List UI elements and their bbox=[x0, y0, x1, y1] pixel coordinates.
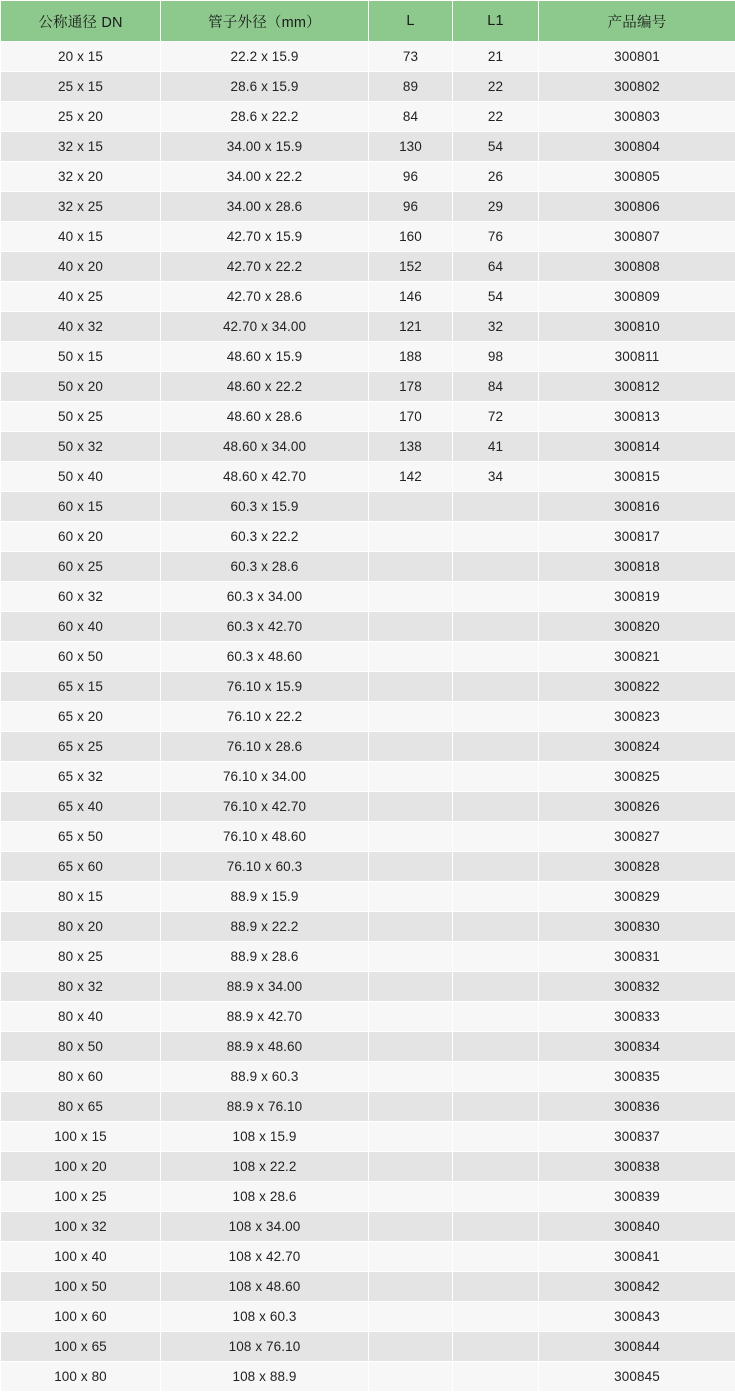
table-row bbox=[1, 642, 735, 672]
table-row bbox=[1, 1362, 735, 1392]
cell-product-code: 300831 bbox=[539, 942, 735, 972]
cell-product-code: 300810 bbox=[539, 312, 735, 342]
cell-l1 bbox=[453, 492, 539, 522]
cell-nominal-diameter: 40 x 15 bbox=[1, 222, 161, 252]
cell-nominal-diameter: 80 x 65 bbox=[1, 1092, 161, 1122]
cell-l: 188 bbox=[369, 342, 453, 372]
table-row bbox=[1, 432, 735, 462]
cell-l1 bbox=[453, 612, 539, 642]
cell-product-code: 300832 bbox=[539, 972, 735, 1002]
cell-product-code: 300845 bbox=[539, 1362, 735, 1392]
cell-l bbox=[369, 732, 453, 762]
cell-l bbox=[369, 1362, 453, 1392]
cell-product-code: 300805 bbox=[539, 162, 735, 192]
cell-nominal-diameter: 40 x 20 bbox=[1, 252, 161, 282]
cell-l1: 64 bbox=[453, 252, 539, 282]
cell-l bbox=[369, 972, 453, 1002]
cell-product-code: 300822 bbox=[539, 672, 735, 702]
cell-l bbox=[369, 582, 453, 612]
cell-nominal-diameter: 80 x 50 bbox=[1, 1032, 161, 1062]
table-row bbox=[1, 252, 735, 282]
cell-nominal-diameter: 32 x 20 bbox=[1, 162, 161, 192]
table-row bbox=[1, 1002, 735, 1032]
column-header-l1: L1 bbox=[453, 1, 539, 42]
cell-nominal-diameter: 80 x 32 bbox=[1, 972, 161, 1002]
table-row bbox=[1, 1332, 735, 1362]
cell-l1: 32 bbox=[453, 312, 539, 342]
cell-l: 160 bbox=[369, 222, 453, 252]
cell-l: 84 bbox=[369, 102, 453, 132]
cell-pipe-outer-diameter: 108 x 76.10 bbox=[161, 1332, 369, 1362]
cell-product-code: 300844 bbox=[539, 1332, 735, 1362]
cell-product-code: 300806 bbox=[539, 192, 735, 222]
table-row bbox=[1, 372, 735, 402]
cell-pipe-outer-diameter: 88.9 x 42.70 bbox=[161, 1002, 369, 1032]
table-row bbox=[1, 312, 735, 342]
cell-pipe-outer-diameter: 42.70 x 22.2 bbox=[161, 252, 369, 282]
table-row bbox=[1, 462, 735, 492]
cell-l1 bbox=[453, 672, 539, 702]
cell-nominal-diameter: 100 x 65 bbox=[1, 1332, 161, 1362]
cell-l bbox=[369, 1182, 453, 1212]
cell-pipe-outer-diameter: 76.10 x 48.60 bbox=[161, 822, 369, 852]
table-row bbox=[1, 1182, 735, 1212]
cell-pipe-outer-diameter: 76.10 x 22.2 bbox=[161, 702, 369, 732]
cell-pipe-outer-diameter: 88.9 x 76.10 bbox=[161, 1092, 369, 1122]
cell-nominal-diameter: 60 x 50 bbox=[1, 642, 161, 672]
cell-pipe-outer-diameter: 88.9 x 28.6 bbox=[161, 942, 369, 972]
table-row bbox=[1, 672, 735, 702]
cell-l bbox=[369, 1332, 453, 1362]
cell-pipe-outer-diameter: 48.60 x 42.70 bbox=[161, 462, 369, 492]
table-row bbox=[1, 132, 735, 162]
cell-l1 bbox=[453, 912, 539, 942]
cell-l: 96 bbox=[369, 192, 453, 222]
cell-l1 bbox=[453, 852, 539, 882]
cell-pipe-outer-diameter: 48.60 x 15.9 bbox=[161, 342, 369, 372]
table-row bbox=[1, 1092, 735, 1122]
cell-nominal-diameter: 32 x 15 bbox=[1, 132, 161, 162]
table-row bbox=[1, 972, 735, 1002]
cell-l bbox=[369, 792, 453, 822]
cell-product-code: 300816 bbox=[539, 492, 735, 522]
table-row bbox=[1, 72, 735, 102]
cell-pipe-outer-diameter: 88.9 x 48.60 bbox=[161, 1032, 369, 1062]
cell-nominal-diameter: 25 x 15 bbox=[1, 72, 161, 102]
cell-l bbox=[369, 822, 453, 852]
cell-l1 bbox=[453, 882, 539, 912]
cell-pipe-outer-diameter: 42.70 x 28.6 bbox=[161, 282, 369, 312]
cell-l bbox=[369, 1302, 453, 1332]
cell-product-code: 300804 bbox=[539, 132, 735, 162]
cell-nominal-diameter: 100 x 40 bbox=[1, 1242, 161, 1272]
cell-l1 bbox=[453, 972, 539, 1002]
cell-nominal-diameter: 80 x 40 bbox=[1, 1002, 161, 1032]
cell-l1: 54 bbox=[453, 132, 539, 162]
cell-l1 bbox=[453, 1182, 539, 1212]
cell-product-code: 300825 bbox=[539, 762, 735, 792]
cell-l1 bbox=[453, 1302, 539, 1332]
cell-l1: 21 bbox=[453, 42, 539, 72]
cell-l bbox=[369, 702, 453, 732]
cell-nominal-diameter: 65 x 40 bbox=[1, 792, 161, 822]
cell-nominal-diameter: 50 x 32 bbox=[1, 432, 161, 462]
cell-l bbox=[369, 852, 453, 882]
cell-product-code: 300817 bbox=[539, 522, 735, 552]
cell-nominal-diameter: 100 x 25 bbox=[1, 1182, 161, 1212]
column-header-nominal-diameter: 公称通径 DN bbox=[1, 1, 161, 42]
cell-l bbox=[369, 1062, 453, 1092]
cell-pipe-outer-diameter: 48.60 x 34.00 bbox=[161, 432, 369, 462]
cell-product-code: 300818 bbox=[539, 552, 735, 582]
table-row bbox=[1, 1272, 735, 1302]
cell-product-code: 300841 bbox=[539, 1242, 735, 1272]
table-row bbox=[1, 732, 735, 762]
cell-product-code: 300801 bbox=[539, 42, 735, 72]
cell-l: 142 bbox=[369, 462, 453, 492]
cell-pipe-outer-diameter: 88.9 x 34.00 bbox=[161, 972, 369, 1002]
cell-l: 73 bbox=[369, 42, 453, 72]
table-row bbox=[1, 852, 735, 882]
cell-l1: 29 bbox=[453, 192, 539, 222]
cell-l1 bbox=[453, 762, 539, 792]
cell-l bbox=[369, 492, 453, 522]
table-row bbox=[1, 552, 735, 582]
cell-product-code: 300838 bbox=[539, 1152, 735, 1182]
cell-l bbox=[369, 1122, 453, 1152]
cell-product-code: 300840 bbox=[539, 1212, 735, 1242]
cell-product-code: 300843 bbox=[539, 1302, 735, 1332]
cell-nominal-diameter: 80 x 20 bbox=[1, 912, 161, 942]
cell-l1 bbox=[453, 792, 539, 822]
cell-product-code: 300821 bbox=[539, 642, 735, 672]
column-header-l: L bbox=[369, 1, 453, 42]
cell-l bbox=[369, 882, 453, 912]
table-row bbox=[1, 1152, 735, 1182]
cell-nominal-diameter: 65 x 20 bbox=[1, 702, 161, 732]
cell-product-code: 300815 bbox=[539, 462, 735, 492]
cell-l1 bbox=[453, 1122, 539, 1152]
table-row bbox=[1, 1302, 735, 1332]
cell-product-code: 300839 bbox=[539, 1182, 735, 1212]
cell-product-code: 300828 bbox=[539, 852, 735, 882]
cell-nominal-diameter: 25 x 20 bbox=[1, 102, 161, 132]
cell-pipe-outer-diameter: 88.9 x 15.9 bbox=[161, 882, 369, 912]
cell-product-code: 300819 bbox=[539, 582, 735, 612]
cell-pipe-outer-diameter: 48.60 x 22.2 bbox=[161, 372, 369, 402]
cell-l1: 84 bbox=[453, 372, 539, 402]
cell-pipe-outer-diameter: 76.10 x 15.9 bbox=[161, 672, 369, 702]
table-body bbox=[1, 42, 735, 1392]
cell-pipe-outer-diameter: 76.10 x 34.00 bbox=[161, 762, 369, 792]
cell-pipe-outer-diameter: 60.3 x 48.60 bbox=[161, 642, 369, 672]
cell-nominal-diameter: 50 x 25 bbox=[1, 402, 161, 432]
cell-product-code: 300808 bbox=[539, 252, 735, 282]
cell-nominal-diameter: 50 x 40 bbox=[1, 462, 161, 492]
cell-l1: 76 bbox=[453, 222, 539, 252]
cell-pipe-outer-diameter: 34.00 x 28.6 bbox=[161, 192, 369, 222]
cell-pipe-outer-diameter: 28.6 x 15.9 bbox=[161, 72, 369, 102]
table-row bbox=[1, 522, 735, 552]
cell-l bbox=[369, 1092, 453, 1122]
table-row bbox=[1, 1032, 735, 1062]
cell-product-code: 300824 bbox=[539, 732, 735, 762]
cell-pipe-outer-diameter: 108 x 48.60 bbox=[161, 1272, 369, 1302]
cell-nominal-diameter: 100 x 50 bbox=[1, 1272, 161, 1302]
cell-nominal-diameter: 100 x 32 bbox=[1, 1212, 161, 1242]
cell-l1: 72 bbox=[453, 402, 539, 432]
table-row bbox=[1, 912, 735, 942]
cell-nominal-diameter: 40 x 25 bbox=[1, 282, 161, 312]
cell-nominal-diameter: 100 x 20 bbox=[1, 1152, 161, 1182]
cell-pipe-outer-diameter: 42.70 x 15.9 bbox=[161, 222, 369, 252]
cell-l1 bbox=[453, 732, 539, 762]
cell-l1: 34 bbox=[453, 462, 539, 492]
cell-l: 121 bbox=[369, 312, 453, 342]
column-header-product-code: 产品编号 bbox=[539, 1, 735, 42]
table-row bbox=[1, 492, 735, 522]
cell-nominal-diameter: 60 x 32 bbox=[1, 582, 161, 612]
cell-pipe-outer-diameter: 76.10 x 60.3 bbox=[161, 852, 369, 882]
cell-l: 146 bbox=[369, 282, 453, 312]
cell-l1 bbox=[453, 1362, 539, 1392]
cell-pipe-outer-diameter: 76.10 x 28.6 bbox=[161, 732, 369, 762]
table-row bbox=[1, 402, 735, 432]
cell-nominal-diameter: 100 x 80 bbox=[1, 1362, 161, 1392]
cell-pipe-outer-diameter: 108 x 42.70 bbox=[161, 1242, 369, 1272]
cell-l1 bbox=[453, 1242, 539, 1272]
cell-pipe-outer-diameter: 42.70 x 34.00 bbox=[161, 312, 369, 342]
table-row bbox=[1, 162, 735, 192]
cell-nominal-diameter: 60 x 15 bbox=[1, 492, 161, 522]
cell-nominal-diameter: 60 x 20 bbox=[1, 522, 161, 552]
cell-product-code: 300820 bbox=[539, 612, 735, 642]
cell-l: 130 bbox=[369, 132, 453, 162]
cell-nominal-diameter: 65 x 25 bbox=[1, 732, 161, 762]
table-row bbox=[1, 762, 735, 792]
cell-nominal-diameter: 50 x 20 bbox=[1, 372, 161, 402]
cell-product-code: 300807 bbox=[539, 222, 735, 252]
cell-nominal-diameter: 65 x 32 bbox=[1, 762, 161, 792]
cell-pipe-outer-diameter: 60.3 x 15.9 bbox=[161, 492, 369, 522]
cell-l1: 54 bbox=[453, 282, 539, 312]
cell-nominal-diameter: 80 x 15 bbox=[1, 882, 161, 912]
table-row bbox=[1, 342, 735, 372]
table-row bbox=[1, 1212, 735, 1242]
cell-nominal-diameter: 65 x 15 bbox=[1, 672, 161, 702]
cell-l1 bbox=[453, 1332, 539, 1362]
cell-pipe-outer-diameter: 108 x 60.3 bbox=[161, 1302, 369, 1332]
cell-l1 bbox=[453, 702, 539, 732]
cell-pipe-outer-diameter: 108 x 22.2 bbox=[161, 1152, 369, 1182]
cell-l1 bbox=[453, 582, 539, 612]
cell-pipe-outer-diameter: 60.3 x 34.00 bbox=[161, 582, 369, 612]
cell-l1 bbox=[453, 822, 539, 852]
cell-l: 89 bbox=[369, 72, 453, 102]
cell-product-code: 300829 bbox=[539, 882, 735, 912]
table-row bbox=[1, 582, 735, 612]
cell-product-code: 300833 bbox=[539, 1002, 735, 1032]
cell-l1 bbox=[453, 1272, 539, 1302]
cell-l bbox=[369, 1212, 453, 1242]
cell-product-code: 300835 bbox=[539, 1062, 735, 1092]
cell-l1 bbox=[453, 942, 539, 972]
cell-l1: 98 bbox=[453, 342, 539, 372]
cell-l bbox=[369, 762, 453, 792]
cell-l bbox=[369, 1032, 453, 1062]
cell-l1 bbox=[453, 1062, 539, 1092]
cell-product-code: 300836 bbox=[539, 1092, 735, 1122]
cell-l: 178 bbox=[369, 372, 453, 402]
cell-l: 96 bbox=[369, 162, 453, 192]
cell-l bbox=[369, 1272, 453, 1302]
cell-pipe-outer-diameter: 108 x 15.9 bbox=[161, 1122, 369, 1152]
cell-product-code: 300823 bbox=[539, 702, 735, 732]
table-row bbox=[1, 192, 735, 222]
cell-l: 170 bbox=[369, 402, 453, 432]
cell-pipe-outer-diameter: 60.3 x 22.2 bbox=[161, 522, 369, 552]
cell-nominal-diameter: 60 x 25 bbox=[1, 552, 161, 582]
cell-nominal-diameter: 60 x 40 bbox=[1, 612, 161, 642]
cell-pipe-outer-diameter: 48.60 x 28.6 bbox=[161, 402, 369, 432]
table-row bbox=[1, 282, 735, 312]
cell-l1 bbox=[453, 1032, 539, 1062]
cell-l bbox=[369, 672, 453, 702]
table-header bbox=[1, 1, 735, 42]
table-row bbox=[1, 612, 735, 642]
cell-product-code: 300827 bbox=[539, 822, 735, 852]
cell-nominal-diameter: 20 x 15 bbox=[1, 42, 161, 72]
table-row bbox=[1, 882, 735, 912]
column-header-pipe-outer-diameter: 管子外径（mm） bbox=[161, 1, 369, 42]
table-row bbox=[1, 222, 735, 252]
cell-pipe-outer-diameter: 34.00 x 22.2 bbox=[161, 162, 369, 192]
cell-product-code: 300830 bbox=[539, 912, 735, 942]
cell-nominal-diameter: 80 x 25 bbox=[1, 942, 161, 972]
cell-l bbox=[369, 942, 453, 972]
cell-nominal-diameter: 65 x 60 bbox=[1, 852, 161, 882]
table-row bbox=[1, 792, 735, 822]
cell-l1 bbox=[453, 1152, 539, 1182]
cell-product-code: 300814 bbox=[539, 432, 735, 462]
cell-product-code: 300826 bbox=[539, 792, 735, 822]
cell-l: 152 bbox=[369, 252, 453, 282]
table-row bbox=[1, 102, 735, 132]
cell-l bbox=[369, 912, 453, 942]
cell-product-code: 300812 bbox=[539, 372, 735, 402]
cell-l bbox=[369, 642, 453, 672]
cell-l bbox=[369, 1242, 453, 1272]
table-row bbox=[1, 702, 735, 732]
cell-pipe-outer-diameter: 108 x 28.6 bbox=[161, 1182, 369, 1212]
cell-product-code: 300811 bbox=[539, 342, 735, 372]
cell-pipe-outer-diameter: 34.00 x 15.9 bbox=[161, 132, 369, 162]
cell-pipe-outer-diameter: 108 x 88.9 bbox=[161, 1362, 369, 1392]
cell-pipe-outer-diameter: 88.9 x 22.2 bbox=[161, 912, 369, 942]
cell-l1: 26 bbox=[453, 162, 539, 192]
cell-l1 bbox=[453, 1092, 539, 1122]
cell-product-code: 300802 bbox=[539, 72, 735, 102]
cell-l1 bbox=[453, 552, 539, 582]
cell-l1 bbox=[453, 1212, 539, 1242]
cell-l1: 22 bbox=[453, 72, 539, 102]
cell-nominal-diameter: 65 x 50 bbox=[1, 822, 161, 852]
cell-product-code: 300837 bbox=[539, 1122, 735, 1152]
table-row bbox=[1, 42, 735, 72]
cell-product-code: 300809 bbox=[539, 282, 735, 312]
cell-pipe-outer-diameter: 22.2 x 15.9 bbox=[161, 42, 369, 72]
cell-nominal-diameter: 100 x 60 bbox=[1, 1302, 161, 1332]
table-row bbox=[1, 1242, 735, 1272]
cell-l bbox=[369, 1152, 453, 1182]
cell-nominal-diameter: 40 x 32 bbox=[1, 312, 161, 342]
cell-pipe-outer-diameter: 88.9 x 60.3 bbox=[161, 1062, 369, 1092]
cell-l bbox=[369, 522, 453, 552]
cell-l1: 22 bbox=[453, 102, 539, 132]
cell-l1: 41 bbox=[453, 432, 539, 462]
cell-nominal-diameter: 100 x 15 bbox=[1, 1122, 161, 1152]
cell-pipe-outer-diameter: 28.6 x 22.2 bbox=[161, 102, 369, 132]
table-row bbox=[1, 1122, 735, 1152]
cell-l bbox=[369, 612, 453, 642]
cell-pipe-outer-diameter: 108 x 34.00 bbox=[161, 1212, 369, 1242]
cell-nominal-diameter: 80 x 60 bbox=[1, 1062, 161, 1092]
cell-product-code: 300842 bbox=[539, 1272, 735, 1302]
cell-l bbox=[369, 1002, 453, 1032]
cell-l1 bbox=[453, 522, 539, 552]
table-row bbox=[1, 1062, 735, 1092]
cell-l: 138 bbox=[369, 432, 453, 462]
table-row bbox=[1, 822, 735, 852]
cell-pipe-outer-diameter: 76.10 x 42.70 bbox=[161, 792, 369, 822]
cell-l1 bbox=[453, 1002, 539, 1032]
cell-nominal-diameter: 50 x 15 bbox=[1, 342, 161, 372]
cell-l1 bbox=[453, 642, 539, 672]
cell-l bbox=[369, 552, 453, 582]
table-row bbox=[1, 942, 735, 972]
cell-pipe-outer-diameter: 60.3 x 42.70 bbox=[161, 612, 369, 642]
cell-nominal-diameter: 32 x 25 bbox=[1, 192, 161, 222]
cell-product-code: 300803 bbox=[539, 102, 735, 132]
cell-pipe-outer-diameter: 60.3 x 28.6 bbox=[161, 552, 369, 582]
cell-product-code: 300834 bbox=[539, 1032, 735, 1062]
cell-product-code: 300813 bbox=[539, 402, 735, 432]
table-header-row bbox=[1, 1, 735, 42]
